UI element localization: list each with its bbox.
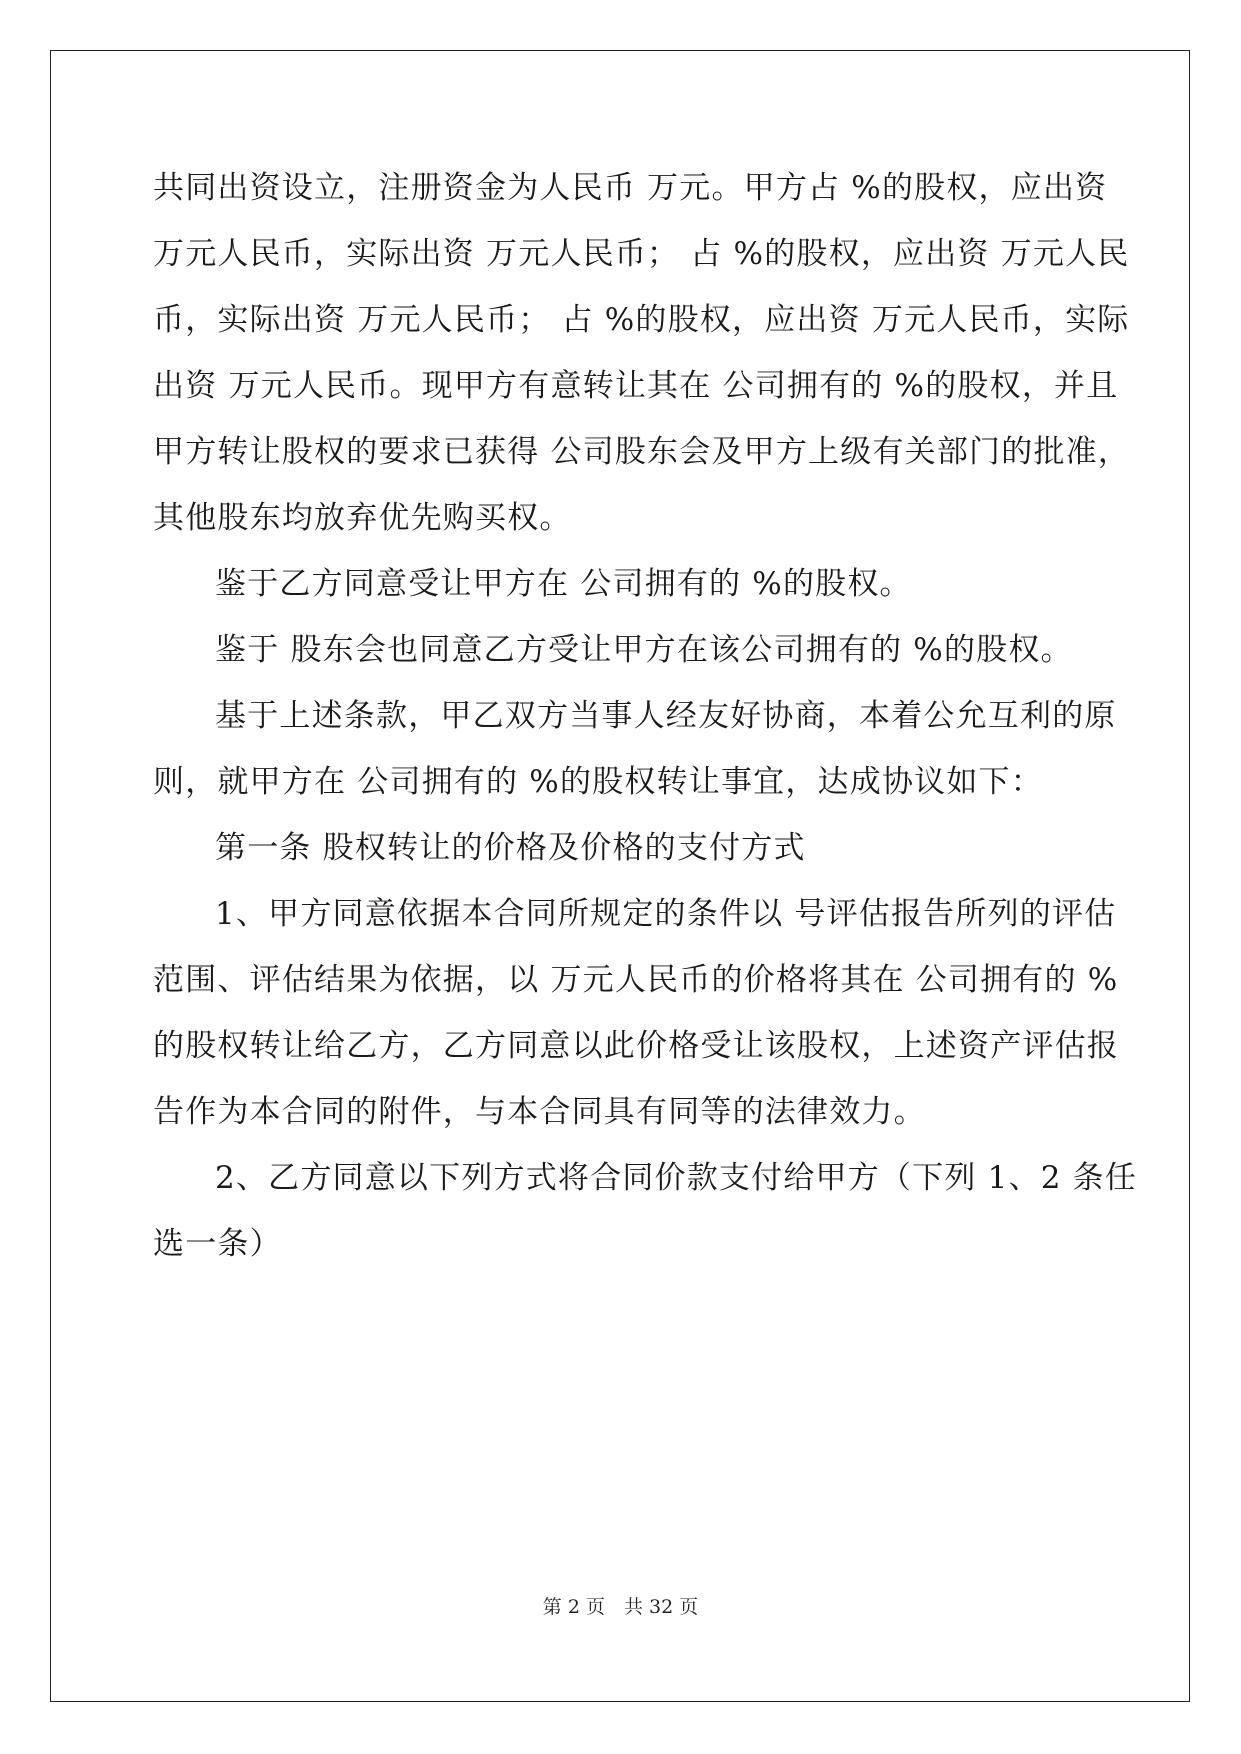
- text-line: 共同出资设立，注册资金为人民币 万元。甲方占 %的股权，应出资: [153, 170, 1108, 206]
- paragraph-whereas-party-b: [153, 551, 1093, 617]
- article-one-heading: [153, 815, 1093, 881]
- text-line: 出资 万元人民币。现甲方有意转让其在 公司拥有的 %的股权，并且: [153, 368, 1119, 404]
- text-line: 范围、评估结果为依据，以 万元人民币的价格将其在 公司拥有的 %: [153, 962, 1119, 998]
- text-line: 甲方转让股权的要求已获得 公司股东会及甲方上级有关部门的批准，: [153, 434, 1131, 470]
- text-line: 的股权转让给乙方，乙方同意以此价格受让该股权，上述资产评估报: [153, 1028, 1119, 1064]
- text-line: 基于上述条款，甲乙双方当事人经友好协商，本着公允互利的原: [215, 698, 1117, 734]
- document-body: [153, 155, 1138, 1277]
- paragraph-capital-contribution: [153, 155, 1131, 551]
- clause-2: [153, 1145, 1138, 1277]
- page-number: 第 2 页 共 32 页: [542, 1596, 699, 1618]
- text-line: 万元人民币，实际出资 万元人民币； 占 %的股权，应出资 万元人民: [153, 236, 1130, 272]
- text-line: 告作为本合同的附件，与本合同具有同等的法律效力。: [153, 1094, 926, 1130]
- paragraph-agreement-basis: [153, 683, 1117, 815]
- text-line: 1、甲方同意依据本合同所规定的条件以 号评估报告所列的评估: [215, 896, 1117, 932]
- text-line: 2、乙方同意以下列方式将合同价款支付给甲方（下列 1、2 条任: [215, 1160, 1138, 1196]
- clause-1: [153, 881, 1119, 1145]
- text-line: 选一条）: [153, 1226, 282, 1262]
- text-line: 币，实际出资 万元人民币； 占 %的股权，应出资 万元人民币，实际: [153, 302, 1130, 338]
- text-line: 其他股东均放弃优先购买权。: [153, 500, 572, 536]
- text-line: 则，就甲方在 公司拥有的 %的股权转让事宜，达成协议如下：: [153, 764, 1043, 800]
- text-line: 鉴于 股东会也同意乙方受让甲方在该公司拥有的 %的股权。: [215, 632, 1073, 668]
- paragraph-whereas-shareholders: [153, 617, 1093, 683]
- text-line: 第一条 股权转让的价格及价格的支付方式: [215, 830, 806, 866]
- text-line: 鉴于乙方同意受让甲方在 公司拥有的 %的股权。: [215, 566, 912, 602]
